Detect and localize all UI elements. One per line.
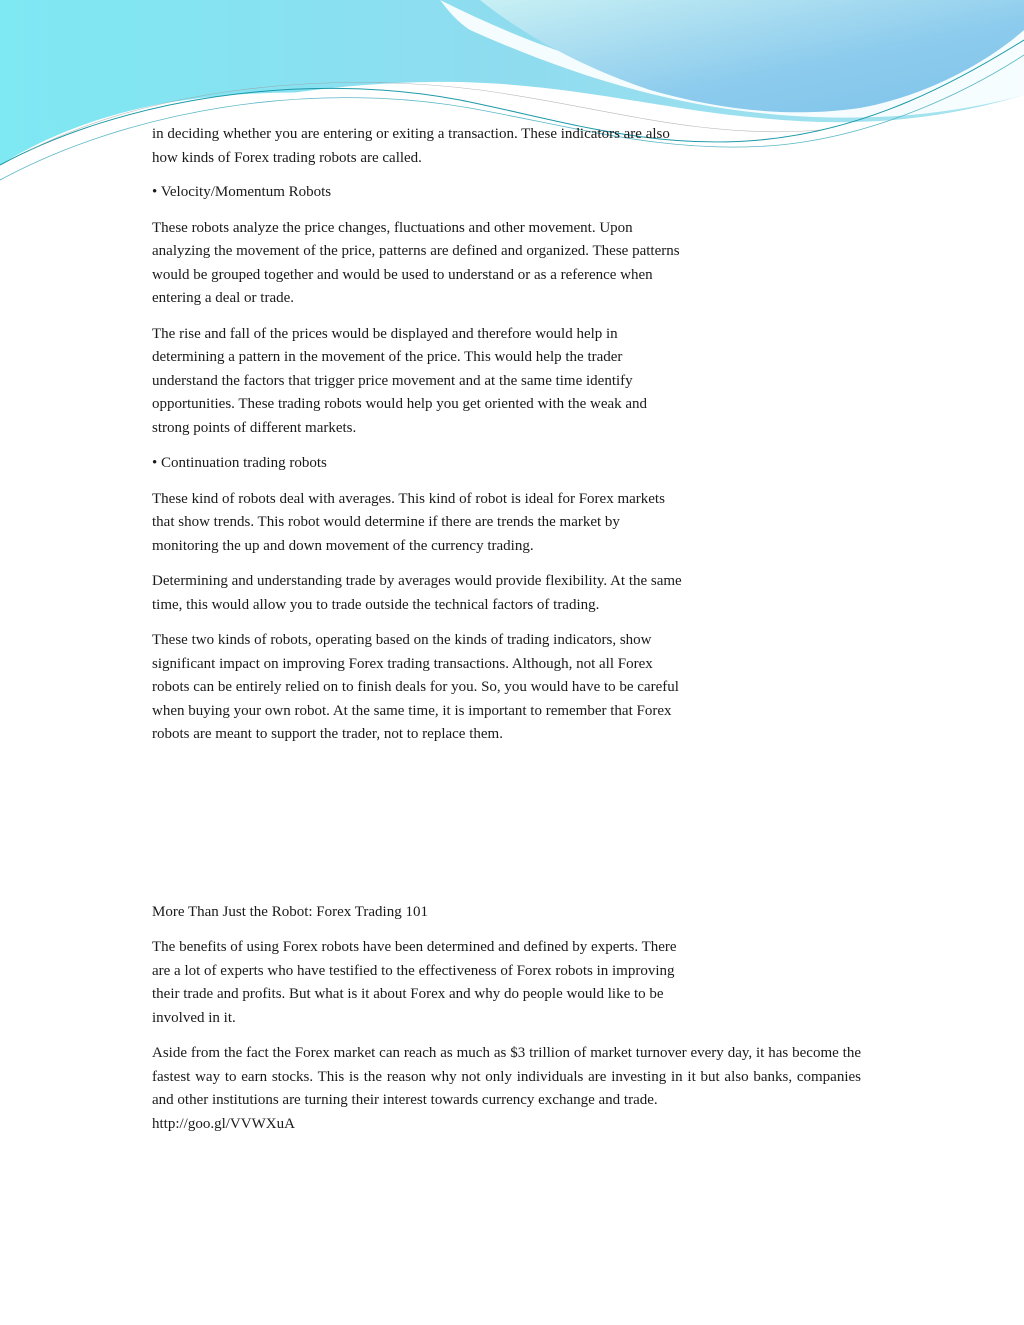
text-line: opportunities. These trading robots would help you get oriented with the weak and — [152, 396, 648, 412]
text-line: when buying your own robot. At the same time, it is important to remember that Forex — [152, 702, 672, 719]
document-body — [152, 123, 861, 1136]
text-line: how kinds of Forex trading robots are called. — [152, 149, 422, 166]
bullet-continuation-trading: • Continuation trading robots — [152, 455, 327, 471]
text-line: determining a pattern in the movement of the price. This would help the trader — [152, 349, 623, 365]
text-line: involved in it. — [152, 1009, 236, 1026]
text-line: Determining and understanding trade by averages would provide flexibility. At the same — [152, 573, 682, 589]
text-line: time, this would allow you to trade outside the technical factors of trading. — [152, 596, 600, 613]
section-gap — [152, 759, 772, 901]
text-line: These robots analyze the price changes, fluctuations and other movement. Upon — [152, 219, 633, 236]
text-line: in deciding whether you are entering or exiting a transaction. These indicators are also — [152, 126, 670, 142]
text-line: robots can be entirely relied on to finish deals for you. So, you would have to be careful — [152, 679, 679, 695]
paragraph-benefits — [152, 936, 772, 1030]
paragraph-rise-fall — [152, 323, 772, 441]
text-line: The rise and fall of the prices would be displayed and therefore would help in — [152, 325, 618, 342]
text-line: entering a deal or trade. — [152, 290, 295, 306]
text-line: that show trends. This robot would determine if there are trends the market by — [152, 514, 620, 530]
text-line: These kind of robots deal with averages. This kind of robot is ideal for Forex markets — [152, 490, 665, 507]
text-line: monitoring the up and down movement of the currency trading. — [152, 537, 534, 554]
text-line: The benefits of using Forex robots have been determined and defined by experts. There — [152, 939, 677, 955]
text-line: These two kinds of robots, operating based on the kinds of trading indicators, show — [152, 632, 652, 648]
lead-paragraph — [152, 123, 772, 170]
paragraph-averages — [152, 488, 772, 559]
text-line: would be grouped together and would be used to understand or as a reference when — [152, 266, 653, 283]
text-line: their trade and profits. But what is it about Forex and why do people would like to be — [152, 986, 664, 1002]
bullet-velocity-momentum: • Velocity/Momentum Robots — [152, 184, 332, 200]
paragraph-flexibility — [152, 570, 772, 617]
source-link[interactable]: http://goo.gl/VVWXuA — [152, 1115, 295, 1132]
text-line: analyzing the movement of the price, patterns are defined and organized. These patterns — [152, 243, 680, 259]
paragraph-velocity-description — [152, 217, 772, 311]
text-line: are a lot of experts who have testified to the effectiveness of Forex robots in improving — [152, 962, 675, 979]
text-line: understand the factors that trigger price movement and at the same time identify — [152, 372, 633, 389]
text-line: strong points of different markets. — [152, 419, 357, 436]
text-line: significant impact on improving Forex trading transactions. Although, not all Forex — [152, 655, 653, 672]
text-line: robots are meant to support the trader, not to replace them. — [152, 726, 503, 742]
paragraph-market-turnover: Aside from the fact the Forex market can reach as much as $3 trillion of market turnover every day, it has become the fastest way to earn stocks. This is the reason why not only individuals are investing in it but also banks, companies and other institutions are turning their interest towards currency exchange and trade. — [152, 1045, 861, 1108]
paragraph-two-kinds — [152, 629, 772, 747]
section-heading: More Than Just the Robot: Forex Trading 101 — [152, 903, 428, 920]
